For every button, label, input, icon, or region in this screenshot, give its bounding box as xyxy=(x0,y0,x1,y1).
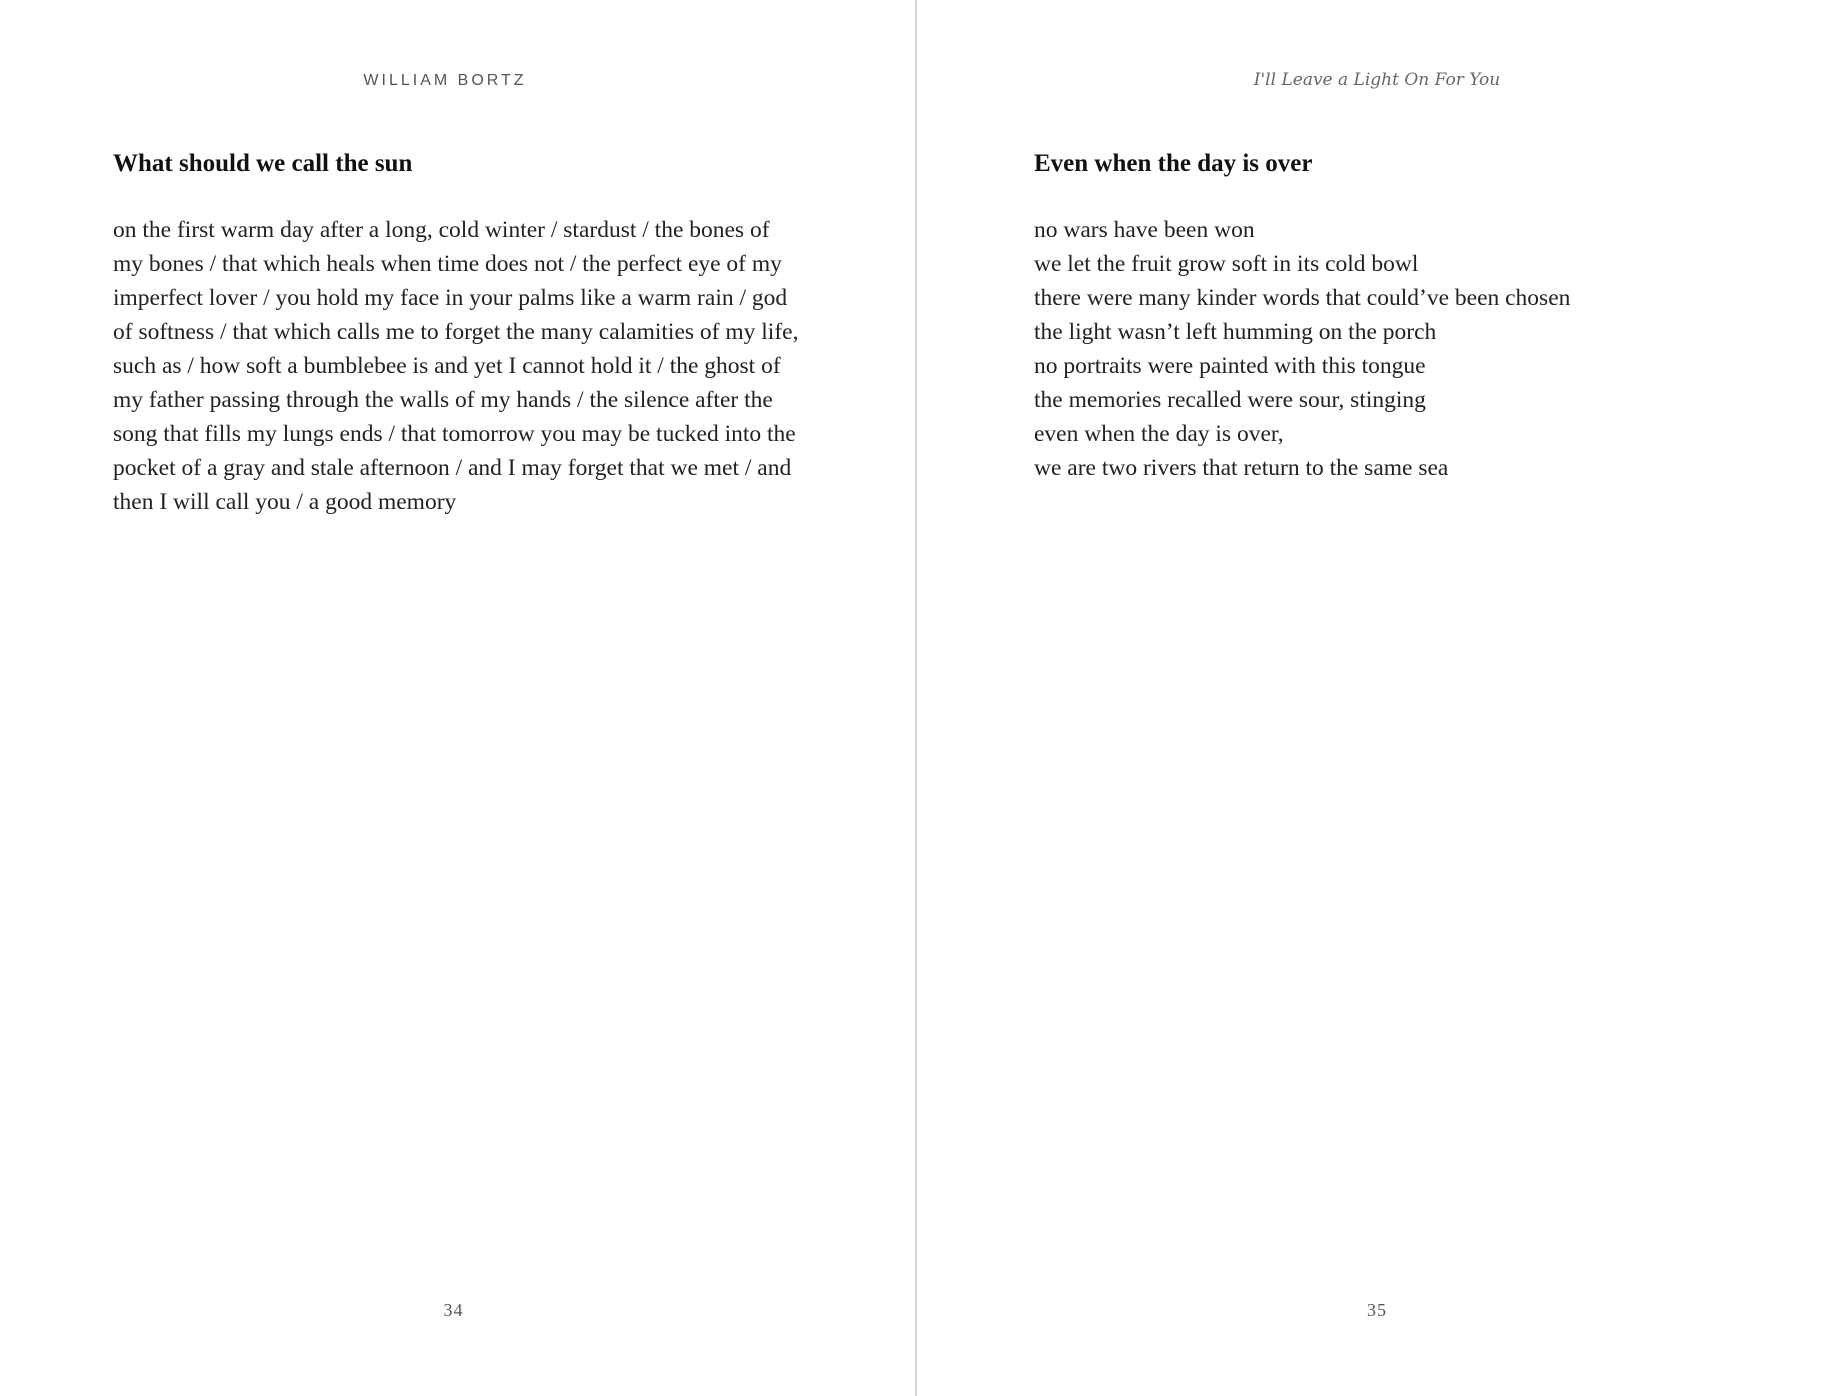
poem-line: even when the day is over, xyxy=(1034,421,1284,447)
poem-title: Even when the day is over xyxy=(1034,150,1313,177)
poem-line: my father passing through the walls of my hands / the silence after the xyxy=(113,387,773,413)
poem-line: of softness / that which calls me to forget the many calamities of my life, xyxy=(113,319,799,345)
page-number: 34 xyxy=(443,1300,464,1320)
poem-line: pocket of a gray and stale afternoon / and I may forget that we met / and xyxy=(113,455,792,481)
poem-line: imperfect lover / you hold my face in your palms like a warm rain / god xyxy=(113,285,788,311)
page-number: 35 xyxy=(1367,1300,1387,1320)
poem-body xyxy=(113,213,813,519)
poem-line: then I will call you / a good memory xyxy=(113,489,457,515)
poem-line: no wars have been won xyxy=(1034,217,1255,243)
poem-line: the memories recalled were sour, stinging xyxy=(1034,387,1426,413)
poem-title: What should we call the sun xyxy=(113,150,413,177)
poem-line: on the first warm day after a long, cold winter / stardust / the bones of xyxy=(113,217,770,243)
right-page xyxy=(917,0,1837,1396)
poem-line: we let the fruit grow soft in its cold bowl xyxy=(1034,251,1419,277)
poem-line: such as / how soft a bumblebee is and yet I cannot hold it / the ghost of xyxy=(113,353,781,379)
poem-body xyxy=(1034,213,1754,485)
poem-line: the light wasn’t left humming on the porch xyxy=(1034,319,1437,345)
left-page xyxy=(0,0,915,1396)
running-head-book-title: I'll Leave a Light On For You xyxy=(1253,70,1501,90)
poem-line: song that fills my lungs ends / that tomorrow you may be tucked into the xyxy=(113,421,796,447)
poem-line: we are two rivers that return to the same sea xyxy=(1034,455,1449,481)
running-head-author: WILLIAM BORTZ xyxy=(363,72,527,89)
poem-line: there were many kinder words that could’ve been chosen xyxy=(1034,285,1571,311)
poem-line: my bones / that which heals when time does not / the perfect eye of my xyxy=(113,251,782,277)
poem-line: no portraits were painted with this tongue xyxy=(1034,353,1426,379)
